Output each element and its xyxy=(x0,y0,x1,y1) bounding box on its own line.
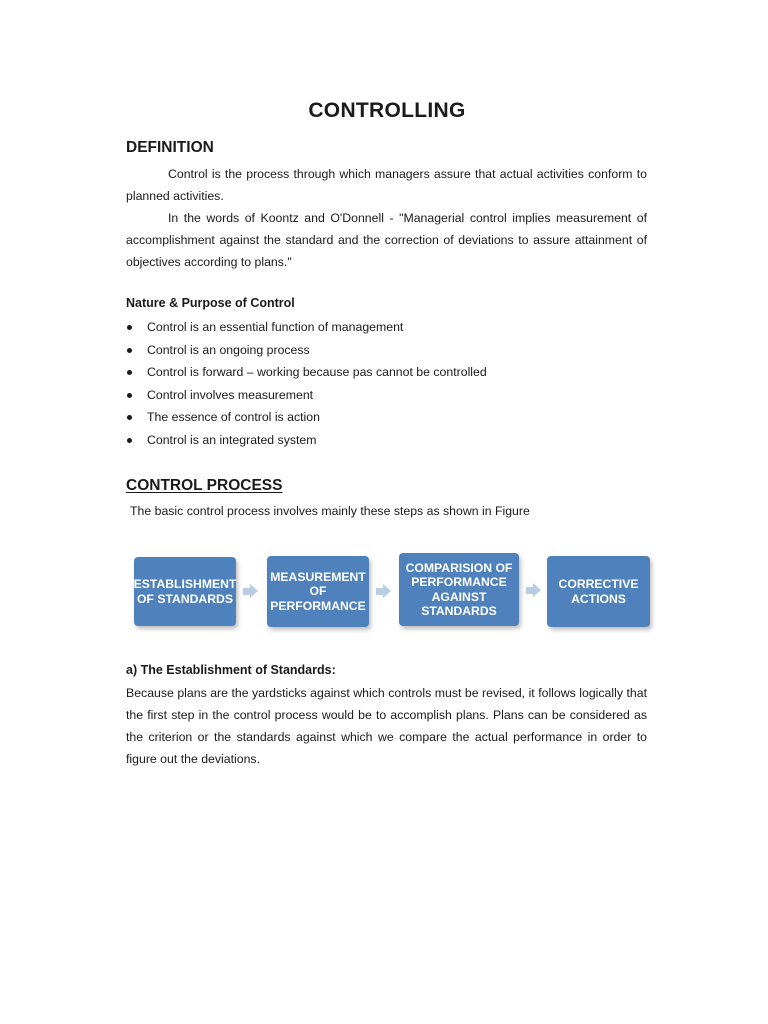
bullet-dot-icon xyxy=(127,438,132,443)
definition-paragraph-1 xyxy=(126,163,647,207)
bullet-item xyxy=(126,406,487,429)
bullet-item xyxy=(126,339,487,362)
definition-paragraph-2 xyxy=(126,207,647,273)
bullet-item xyxy=(126,361,487,384)
step-label-line: PERFORMANCE xyxy=(270,598,366,613)
bullet-dot-icon xyxy=(127,370,132,375)
step-label-line: PERFORMANCE xyxy=(411,575,507,589)
step-label-line: OF xyxy=(309,584,327,599)
step-establishment-box xyxy=(134,557,236,626)
step-label-line: COMPARISION OF xyxy=(405,560,513,575)
step-comparison-box xyxy=(399,553,519,626)
step-label-line: STANDARDS xyxy=(421,604,497,618)
bullet-dot-icon xyxy=(127,325,132,330)
definition-paragraph-2-text: In the words of Koontz and O'Donnell - "Managerial control implies measurement of accomplishment against the standard and the correction of deviations to assure attainment of objectives according to plans." xyxy=(126,211,647,269)
bullet-text: Control is an essential function of management xyxy=(147,320,404,334)
step-label-line: CORRECTIVE xyxy=(558,577,639,591)
bullet-item xyxy=(126,384,487,407)
bullet-text: Control is forward – working because pas cannot be controlled xyxy=(147,365,487,380)
bullet-text: Control is an ongoing process xyxy=(147,342,310,357)
bullet-text: Control is an integrated system xyxy=(147,432,317,447)
establishment-heading: a) The Establishment of Standards: xyxy=(126,663,336,677)
bullet-dot-icon xyxy=(127,348,132,353)
definition-paragraph-1-text: Control is the process through which managers assure that actual activities conform to planned activities. xyxy=(126,167,647,203)
nature-bullet-list xyxy=(126,316,487,452)
bullet-text: Control involves measurement xyxy=(147,387,314,402)
control-process-intro: The basic control process involves mainly these steps as shown in Figure xyxy=(130,504,530,518)
control-process-heading: CONTROL PROCESS xyxy=(126,477,283,494)
step-label-line: ESTABLISHMENT xyxy=(133,577,237,591)
definition-heading: DEFINITION xyxy=(126,139,214,156)
establishment-paragraph: Because plans are the yardsticks against which controls must be revised, it follows logically that the first step in the control process would be to accomplish plans. Plans can be considered as the criterion or the standards against which we compare the actual performance in order to figure out the deviations. xyxy=(126,686,647,766)
step-label-line: MEASUREMENT xyxy=(270,569,366,584)
control-process-flow-diagram xyxy=(130,552,655,634)
step-label-line: ACTIONS xyxy=(571,591,626,606)
step-measurement-box xyxy=(267,556,369,627)
bullet-dot-icon xyxy=(127,415,132,420)
bullet-text: The essence of control is action xyxy=(147,410,320,425)
bullet-dot-icon xyxy=(127,393,132,398)
step-label-line: AGAINST xyxy=(431,589,487,604)
bullet-item xyxy=(126,429,487,452)
bullet-item xyxy=(126,316,487,339)
step-label-line: OF STANDARDS xyxy=(137,591,233,606)
nature-purpose-heading: Nature & Purpose of Control xyxy=(126,296,295,310)
page-title: CONTROLLING xyxy=(308,99,466,122)
step-corrective-box xyxy=(547,556,650,627)
